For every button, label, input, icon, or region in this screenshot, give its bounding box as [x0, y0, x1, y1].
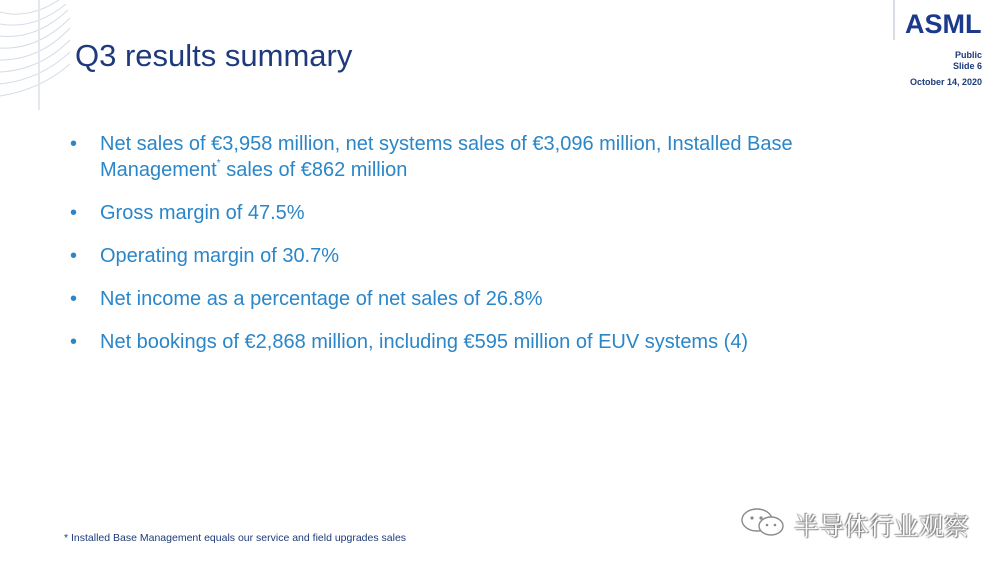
bullet-marker: • [70, 202, 78, 224]
slide-date: October 14, 2020 [909, 77, 982, 87]
bullet-text-continued: sales of €862 million [220, 159, 408, 181]
asml-logo [905, 8, 991, 38]
classification-label: Public [954, 50, 982, 60]
bullet-marker: • [70, 133, 78, 155]
watermark [738, 505, 978, 541]
svg-text:ASML: ASML [905, 9, 982, 38]
bullet-marker: • [70, 331, 78, 353]
wechat-icon [738, 507, 790, 537]
bullet-list [68, 131, 908, 372]
bullet-item [68, 329, 908, 355]
header-separator [893, 0, 895, 40]
corner-decoration [0, 0, 70, 110]
bullet-text: Net bookings of €2,868 million, including €595 million of EUV systems (4) [100, 331, 749, 353]
bullet-item [68, 286, 908, 312]
bullet-text: Operating margin of 30.7% [100, 245, 340, 267]
bullet-item [68, 131, 908, 183]
bullet-marker: • [70, 288, 78, 310]
bullet-item [68, 243, 908, 269]
bullet-item [68, 200, 908, 226]
page-title: Q3 results summary [75, 38, 353, 73]
bullet-marker: • [70, 245, 78, 267]
footnote-marker: * [216, 158, 221, 169]
slide-meta [910, 50, 982, 88]
slide-number: Slide 6 [952, 61, 982, 71]
bullet-text: Net sales of €3,958 million, net systems sales of €3,096 million, Installed Base Management [100, 133, 793, 181]
bullet-text: Gross margin of 47.5% [100, 202, 305, 224]
footnote: * Installed Base Management equals our service and field upgrades sales [64, 532, 407, 544]
bullet-text: Net income as a percentage of net sales of 26.8% [100, 288, 543, 310]
watermark-text: 半导体行业观察 [794, 512, 970, 541]
